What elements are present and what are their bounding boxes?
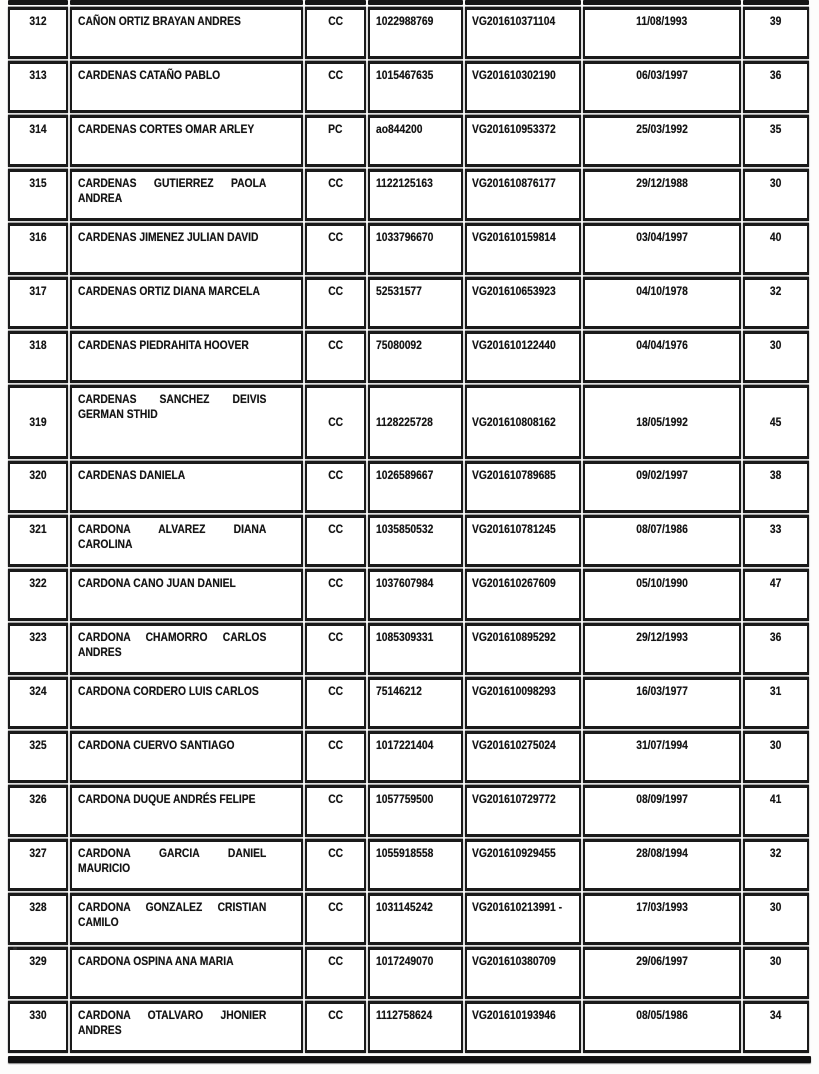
full-name: CARDENAS ORTIZ DIANA MARCELA	[78, 284, 260, 298]
row-number: 317	[29, 284, 47, 298]
full-name: CARDONA GARCIA DANIEL MAURICIO	[78, 846, 267, 875]
row-number-cell	[8, 7, 68, 59]
doc-number-cell	[368, 569, 463, 621]
table-row	[8, 7, 811, 59]
table-row	[8, 515, 811, 567]
code: VG201610653923	[472, 284, 556, 298]
value: 35	[770, 122, 782, 136]
doc-type: CC	[328, 176, 343, 190]
value-cell	[743, 569, 809, 621]
doc-number: 1037607984	[376, 576, 434, 590]
value: 30	[770, 338, 782, 352]
code: VG201610929455	[472, 846, 556, 860]
full-name-cell	[70, 893, 303, 945]
full-name: CARDENAS JIMENEZ JULIAN DAVID	[78, 230, 259, 244]
date-cell	[583, 7, 741, 59]
value: 32	[770, 846, 782, 860]
full-name-cell	[70, 839, 303, 891]
code: VG201610371104	[472, 14, 556, 28]
code-cell	[465, 331, 581, 383]
value: 30	[770, 900, 782, 914]
doc-number: ao844200	[376, 122, 423, 136]
date: 31/07/1994	[636, 738, 688, 752]
date: 06/03/1997	[636, 68, 688, 82]
value: 38	[770, 468, 782, 482]
date: 11/08/1993	[636, 14, 688, 28]
date-cell	[583, 785, 741, 837]
value-cell	[743, 223, 809, 275]
full-name-cell	[70, 115, 303, 167]
date-cell	[583, 223, 741, 275]
date-cell	[583, 277, 741, 329]
value: 30	[770, 176, 782, 190]
full-name: CARDONA OTALVARO JHONIER ANDRES	[78, 1008, 267, 1037]
doc-number: 1057759500	[376, 792, 434, 806]
doc-number: 1035850532	[376, 522, 434, 536]
doc-type: CC	[328, 576, 343, 590]
date-cell	[583, 169, 741, 221]
date: 18/05/1992	[636, 414, 688, 429]
doc-type: CC	[328, 522, 343, 536]
row-number: 328	[29, 900, 47, 914]
full-name-cell	[70, 731, 303, 783]
table-row	[8, 731, 811, 783]
full-name: CARDONA CORDERO LUIS CARLOS	[78, 684, 259, 698]
date-cell	[583, 385, 741, 459]
doc-number-cell	[368, 461, 463, 513]
value: 39	[770, 14, 782, 28]
doc-number: 1015467635	[376, 68, 434, 82]
code: VG201610789685	[472, 468, 556, 482]
doc-type: CC	[328, 68, 343, 82]
row-number-cell	[8, 61, 68, 113]
row-number: 320	[29, 468, 47, 482]
row-number-cell	[8, 331, 68, 383]
doc-type: CC	[328, 14, 343, 28]
full-name: CARDONA DUQUE ANDRÉS FELIPE	[78, 792, 256, 806]
value-cell	[743, 461, 809, 513]
doc-type-cell	[305, 7, 366, 59]
table-body	[8, 7, 811, 1055]
doc-number: 1122125163	[376, 176, 433, 190]
date: 03/04/1997	[636, 230, 688, 244]
doc-type-cell	[305, 115, 366, 167]
full-name-cell	[70, 277, 303, 329]
date-cell	[583, 569, 741, 621]
date: 16/03/1977	[636, 684, 688, 698]
doc-type: CC	[328, 846, 343, 860]
doc-type-cell	[305, 947, 366, 999]
value: 45	[770, 414, 782, 429]
date: 04/10/1978	[636, 284, 688, 298]
value: 36	[770, 630, 782, 644]
full-name-cell	[70, 947, 303, 999]
row-number: 325	[29, 738, 47, 752]
doc-number: 1055918558	[376, 846, 434, 860]
row-number: 318	[29, 338, 47, 352]
row-number-cell	[8, 731, 68, 783]
date-cell	[583, 61, 741, 113]
full-name-cell	[70, 623, 303, 675]
doc-number: 1128225728	[376, 414, 433, 429]
doc-number-cell	[368, 169, 463, 221]
code: VG201610302190	[472, 68, 556, 82]
value-cell	[743, 785, 809, 837]
doc-number: 1017221404	[376, 738, 434, 752]
full-name: CAÑON ORTIZ BRAYAN ANDRES	[78, 14, 241, 28]
row-number-cell	[8, 223, 68, 275]
value-cell	[743, 277, 809, 329]
date: 28/08/1994	[636, 846, 688, 860]
date-cell	[583, 893, 741, 945]
code-cell	[465, 569, 581, 621]
full-name-cell	[70, 7, 303, 59]
doc-type-cell	[305, 223, 366, 275]
table-row	[8, 839, 811, 891]
full-name: CARDONA CHAMORRO CARLOS ANDRES	[78, 630, 267, 659]
scan-noise-speck	[13, 947, 17, 950]
code: VG201610267609	[472, 576, 556, 590]
code-cell	[465, 731, 581, 783]
doc-number-cell	[368, 7, 463, 59]
doc-number-cell	[368, 785, 463, 837]
doc-number-cell	[368, 893, 463, 945]
code: VG201610876177	[472, 176, 556, 190]
date-cell	[583, 461, 741, 513]
date-cell	[583, 331, 741, 383]
code-cell	[465, 169, 581, 221]
value-cell	[743, 731, 809, 783]
code: VG201610729772	[472, 792, 556, 806]
table-row	[8, 115, 811, 167]
date: 09/02/1997	[636, 468, 688, 482]
row-number: 316	[29, 230, 47, 244]
full-name: CARDENAS SANCHEZ DEIVIS GERMAN STHID	[78, 392, 267, 421]
code: VG201610122440	[472, 338, 556, 352]
table-row	[8, 223, 811, 275]
table-row	[8, 785, 811, 837]
code: VG201610895292	[472, 630, 556, 644]
doc-type-cell	[305, 61, 366, 113]
date: 29/12/1988	[636, 176, 688, 190]
doc-number: 1026589667	[376, 468, 434, 482]
row-number-cell	[8, 623, 68, 675]
date: 05/10/1990	[636, 576, 688, 590]
code: VG201610098293	[472, 684, 556, 698]
full-name: CARDONA OSPINA ANA MARIA	[78, 954, 234, 968]
full-name-cell	[70, 1001, 303, 1053]
doc-type-cell	[305, 839, 366, 891]
code-cell	[465, 677, 581, 729]
remnant-segment	[305, 0, 366, 5]
value-cell	[743, 839, 809, 891]
value-cell	[743, 1001, 809, 1053]
table-row	[8, 677, 811, 729]
row-number-cell	[8, 893, 68, 945]
code-cell	[465, 115, 581, 167]
row-number-cell	[8, 277, 68, 329]
doc-type: CC	[328, 954, 343, 968]
code: VG201610193946	[472, 1008, 556, 1022]
doc-number: 75146212	[376, 684, 422, 698]
doc-number-cell	[368, 731, 463, 783]
table-row	[8, 623, 811, 675]
doc-type-cell	[305, 461, 366, 513]
doc-type-cell	[305, 731, 366, 783]
code-cell	[465, 623, 581, 675]
full-name-cell	[70, 569, 303, 621]
doc-type-cell	[305, 331, 366, 383]
doc-type-cell	[305, 893, 366, 945]
row-number-cell	[8, 385, 68, 459]
table-row	[8, 893, 811, 945]
row-number-cell	[8, 515, 68, 567]
full-name-cell	[70, 461, 303, 513]
code: VG201610275024	[472, 738, 556, 752]
date-cell	[583, 731, 741, 783]
code-cell	[465, 893, 581, 945]
doc-number: 1033796670	[376, 230, 434, 244]
value-cell	[743, 7, 809, 59]
code-cell	[465, 61, 581, 113]
scanned-registry-page	[8, 0, 811, 1063]
date-cell	[583, 839, 741, 891]
table-row	[8, 61, 811, 113]
remnant-segment	[368, 0, 463, 5]
date: 04/04/1976	[636, 338, 688, 352]
value-cell	[743, 677, 809, 729]
row-number: 324	[29, 684, 47, 698]
code-cell	[465, 785, 581, 837]
value-cell	[743, 331, 809, 383]
full-name: CARDONA ALVAREZ DIANA CAROLINA	[78, 522, 267, 551]
code-cell	[465, 385, 581, 459]
value: 30	[770, 738, 782, 752]
value-cell	[743, 893, 809, 945]
date-cell	[583, 947, 741, 999]
table-row	[8, 331, 811, 383]
date: 17/03/1993	[636, 900, 688, 914]
doc-number-cell	[368, 385, 463, 459]
row-number-cell	[8, 785, 68, 837]
value: 32	[770, 284, 782, 298]
doc-number-cell	[368, 277, 463, 329]
doc-number-cell	[368, 115, 463, 167]
full-name-cell	[70, 223, 303, 275]
row-number-cell	[8, 169, 68, 221]
doc-type: CC	[328, 900, 343, 914]
date-cell	[583, 677, 741, 729]
doc-number-cell	[368, 677, 463, 729]
table-row	[8, 569, 811, 621]
remnant-segment	[70, 0, 303, 5]
full-name-cell	[70, 61, 303, 113]
doc-number: 1112758624	[376, 1008, 433, 1022]
code-cell	[465, 223, 581, 275]
doc-number: 1085309331	[376, 630, 434, 644]
code-cell	[465, 515, 581, 567]
doc-number: 1017249070	[376, 954, 434, 968]
code: VG201610380709	[472, 954, 556, 968]
row-number: 327	[29, 846, 47, 860]
doc-number-cell	[368, 331, 463, 383]
full-name-cell	[70, 785, 303, 837]
remnant-segment	[465, 0, 581, 5]
doc-number-cell	[368, 839, 463, 891]
doc-type: CC	[328, 630, 343, 644]
doc-type-cell	[305, 169, 366, 221]
doc-type: CC	[328, 1008, 343, 1022]
doc-number-cell	[368, 947, 463, 999]
doc-type-cell	[305, 785, 366, 837]
doc-number-cell	[368, 223, 463, 275]
doc-number: 1031145242	[376, 900, 433, 914]
code-cell	[465, 839, 581, 891]
doc-number: 52531577	[376, 284, 422, 298]
date-cell	[583, 623, 741, 675]
code: VG201610213991 -	[472, 900, 563, 914]
full-name: CARDENAS PIEDRAHITA HOOVER	[78, 338, 249, 352]
date-cell	[583, 1001, 741, 1053]
full-name: CARDENAS GUTIERREZ PAOLA ANDREA	[78, 176, 267, 205]
row-number-cell	[8, 1001, 68, 1053]
row-number: 312	[29, 14, 47, 28]
doc-type-cell	[305, 623, 366, 675]
row-number-cell	[8, 461, 68, 513]
row-number-cell	[8, 115, 68, 167]
remnant-segment	[583, 0, 741, 5]
remnant-segment	[743, 0, 809, 5]
date-cell	[583, 115, 741, 167]
value: 30	[770, 954, 782, 968]
value-cell	[743, 515, 809, 567]
full-name: CARDENAS DANIELA	[78, 468, 186, 482]
doc-number-cell	[368, 1001, 463, 1053]
code: VG201610808162	[472, 414, 556, 429]
code: VG201610159814	[472, 230, 556, 244]
doc-number-cell	[368, 515, 463, 567]
code-cell	[465, 1001, 581, 1053]
doc-type-cell	[305, 1001, 366, 1053]
doc-type: CC	[328, 468, 343, 482]
table-row	[8, 277, 811, 329]
full-name-cell	[70, 515, 303, 567]
row-number-cell	[8, 839, 68, 891]
full-name-cell	[70, 677, 303, 729]
full-name: CARDENAS CATAÑO PABLO	[78, 68, 221, 82]
doc-type-cell	[305, 385, 366, 459]
full-name-cell	[70, 169, 303, 221]
row-number: 313	[29, 68, 47, 82]
full-name-cell	[70, 385, 303, 459]
doc-type: CC	[328, 230, 343, 244]
doc-type-cell	[305, 569, 366, 621]
doc-type: CC	[328, 738, 343, 752]
date: 08/05/1986	[636, 1008, 688, 1022]
full-name: CARDONA CANO JUAN DANIEL	[78, 576, 236, 590]
value: 40	[770, 230, 782, 244]
doc-type-cell	[305, 515, 366, 567]
row-number-cell	[8, 947, 68, 999]
date: 08/07/1986	[636, 522, 688, 536]
value-cell	[743, 169, 809, 221]
row-number: 321	[29, 522, 47, 536]
table-bottom-rule	[8, 1056, 811, 1063]
value-cell	[743, 61, 809, 113]
row-number: 314	[29, 122, 47, 136]
doc-type: CC	[328, 792, 343, 806]
full-name: CARDENAS CORTES OMAR ARLEY	[78, 122, 255, 136]
row-number: 330	[29, 1008, 47, 1022]
row-number: 326	[29, 792, 47, 806]
value: 33	[770, 522, 782, 536]
doc-type: CC	[328, 684, 343, 698]
value-cell	[743, 115, 809, 167]
row-number: 323	[29, 630, 47, 644]
value: 36	[770, 68, 782, 82]
doc-number-cell	[368, 623, 463, 675]
remnant-segment	[8, 0, 68, 5]
code-cell	[465, 7, 581, 59]
value: 31	[770, 684, 782, 698]
doc-type: CC	[328, 414, 343, 429]
row-number: 322	[29, 576, 47, 590]
code: VG201610953372	[472, 122, 556, 136]
date-cell	[583, 515, 741, 567]
doc-type-cell	[305, 277, 366, 329]
code: VG201610781245	[472, 522, 556, 536]
table-row	[8, 385, 811, 459]
row-number: 319	[29, 414, 47, 429]
value: 47	[770, 576, 782, 590]
doc-type-cell	[305, 677, 366, 729]
doc-type: PC	[328, 122, 343, 136]
code-cell	[465, 461, 581, 513]
table-row	[8, 1001, 811, 1053]
value: 34	[770, 1008, 782, 1022]
date: 25/03/1992	[636, 122, 688, 136]
date: 29/12/1993	[636, 630, 688, 644]
row-number: 315	[29, 176, 47, 190]
doc-number: 75080092	[376, 338, 422, 352]
value-cell	[743, 623, 809, 675]
date: 29/06/1997	[636, 954, 688, 968]
value-cell	[743, 947, 809, 999]
row-number-cell	[8, 569, 68, 621]
date: 08/09/1997	[636, 792, 688, 806]
doc-type: CC	[328, 284, 343, 298]
table-row	[8, 461, 811, 513]
row-number-cell	[8, 677, 68, 729]
doc-number: 1022988769	[376, 14, 434, 28]
row-number: 329	[29, 954, 47, 968]
value-cell	[743, 385, 809, 459]
code-cell	[465, 947, 581, 999]
code-cell	[465, 277, 581, 329]
value: 41	[770, 792, 782, 806]
full-name: CARDONA CUERVO SANTIAGO	[78, 738, 235, 752]
full-name: CARDONA GONZALEZ CRISTIAN CAMILO	[78, 900, 267, 929]
table-row	[8, 169, 811, 221]
full-name-cell	[70, 331, 303, 383]
previous-row-border-remnant	[8, 0, 811, 5]
table-row	[8, 947, 811, 999]
doc-number-cell	[368, 61, 463, 113]
doc-type: CC	[328, 338, 343, 352]
